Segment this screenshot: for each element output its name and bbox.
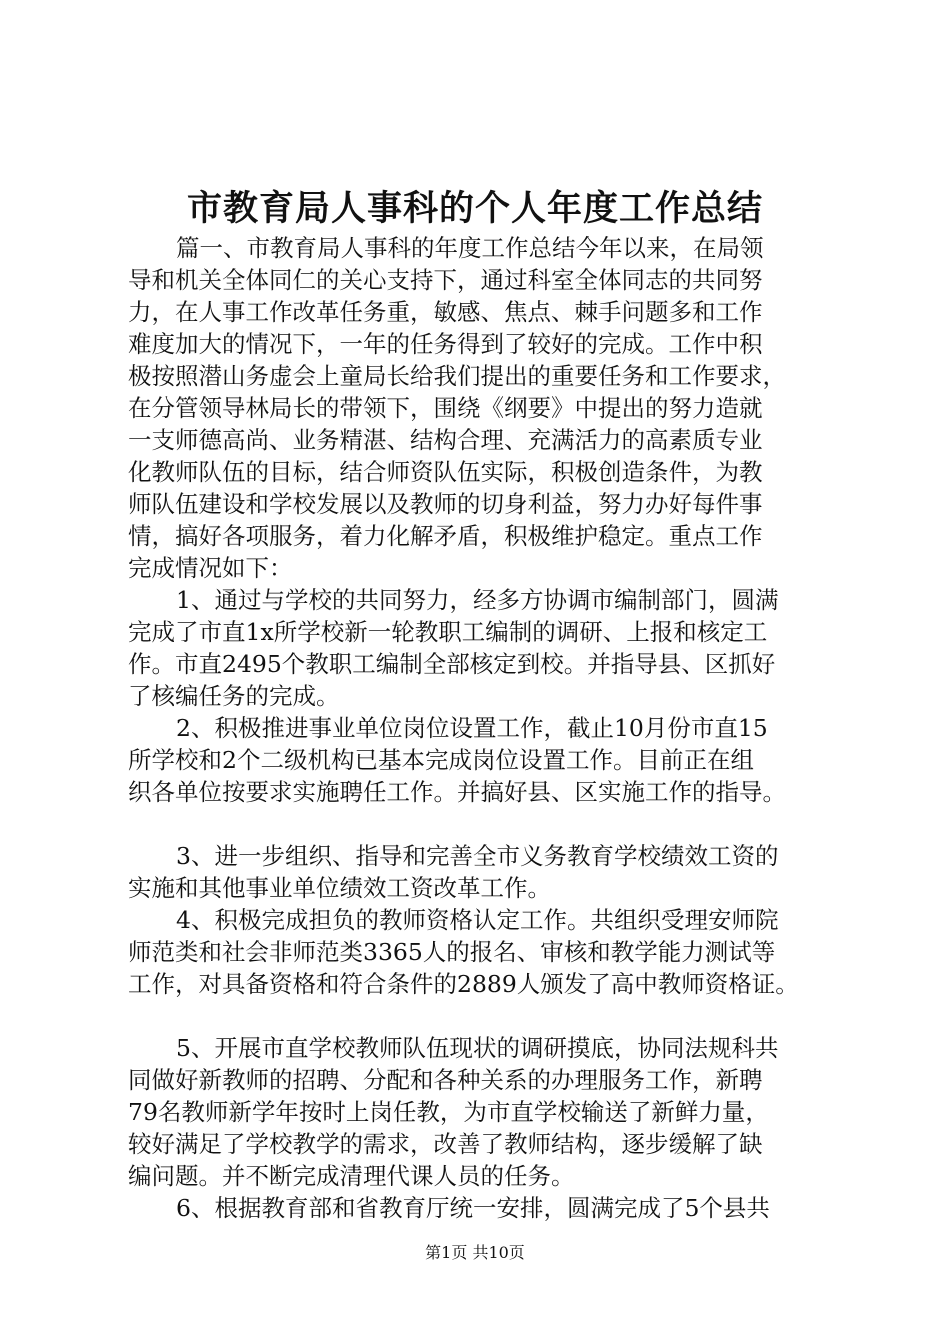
text-line: 完成情况如下：: [128, 554, 293, 582]
text-line: 一支师德高尚、业务精湛、结构合理、充满活力的高素质专业: [128, 426, 763, 454]
text-line: 4、积极完成担负的教师资格认定工作。共组织受理安师院: [176, 906, 779, 934]
text-line: 作。市直2495个教职工编制全部核定到校。并指导县、区抓好: [128, 650, 776, 678]
text-line: 化教师队伍的目标，结合师资队伍实际，积极创造条件，为教: [128, 458, 763, 486]
text-line: 在分管领导林局长的带领下，围绕《纲要》中提出的努力造就: [128, 394, 763, 422]
text-line: 篇一、市教育局人事科的年度工作总结今年以来，在局领: [176, 234, 764, 262]
text-line: 力，在人事工作改革任务重，敏感、焦点、棘手问题多和工作: [128, 298, 763, 326]
text-line: 情，搞好各项服务，着力化解矛盾，积极维护稳定。重点工作: [128, 522, 763, 550]
text-line: 极按照潜山务虚会上童局长给我们提出的重要任务和工作要求，: [128, 362, 786, 390]
text-line: 2、积极推进事业单位岗位设置工作，截止10月份市直15: [176, 714, 768, 742]
text-line: 较好满足了学校教学的需求，改善了教师结构，逐步缓解了缺: [128, 1130, 763, 1158]
text-line: 同做好新教师的招聘、分配和各种关系的办理服务工作，新聘: [128, 1066, 763, 1094]
text-line: 6、根据教育部和省教育厅统一安排，圆满完成了5个县共: [176, 1194, 770, 1222]
text-line: 5、开展市直学校教师队伍现状的调研摸底，协同法规科共: [176, 1034, 779, 1062]
text-line: 3、进一步组织、指导和完善全市义务教育学校绩效工资的: [176, 842, 779, 870]
text-line: 织各单位按要求实施聘任工作。并搞好县、区实施工作的指导。: [128, 778, 786, 806]
text-line: 了核编任务的完成。: [128, 682, 340, 710]
text-line: 工作，对具备资格和符合条件的2889人颁发了高中教师资格证。: [128, 970, 799, 998]
page-footer: 第1页 共10页: [425, 1243, 525, 1262]
text-line: 所学校和2个二级机构已基本完成岗位设置工作。目前正在组: [128, 746, 754, 774]
text-line: 实施和其他事业单位绩效工资改革工作。: [128, 874, 551, 902]
blank-line: [128, 808, 840, 840]
text-line: 师范类和社会非师范类3365人的报名、审核和教学能力测试等: [128, 938, 776, 966]
text-line: 师队伍建设和学校发展以及教师的切身利益，努力办好每件事: [128, 490, 763, 518]
document-body: [128, 232, 840, 1224]
text-line: 1、通过与学校的共同努力，经多方协调市编制部门，圆满: [176, 586, 779, 614]
text-line: 导和机关全体同仁的关心支持下，通过科室全体同志的共同努: [128, 266, 763, 294]
text-line: 79名教师新学年按时上岗任教，为市直学校输送了新鲜力量，: [128, 1098, 769, 1126]
blank-line: [128, 1000, 840, 1032]
text-line: 编问题。并不断完成清理代课人员的任务。: [128, 1162, 575, 1190]
document-title: 市教育局人事科的个人年度工作总结: [186, 188, 763, 229]
text-line: 难度加大的情况下，一年的任务得到了较好的完成。工作中积: [128, 330, 763, 358]
text-line: 完成了市直1x所学校新一轮教职工编制的调研、上报和核定工: [128, 618, 768, 646]
